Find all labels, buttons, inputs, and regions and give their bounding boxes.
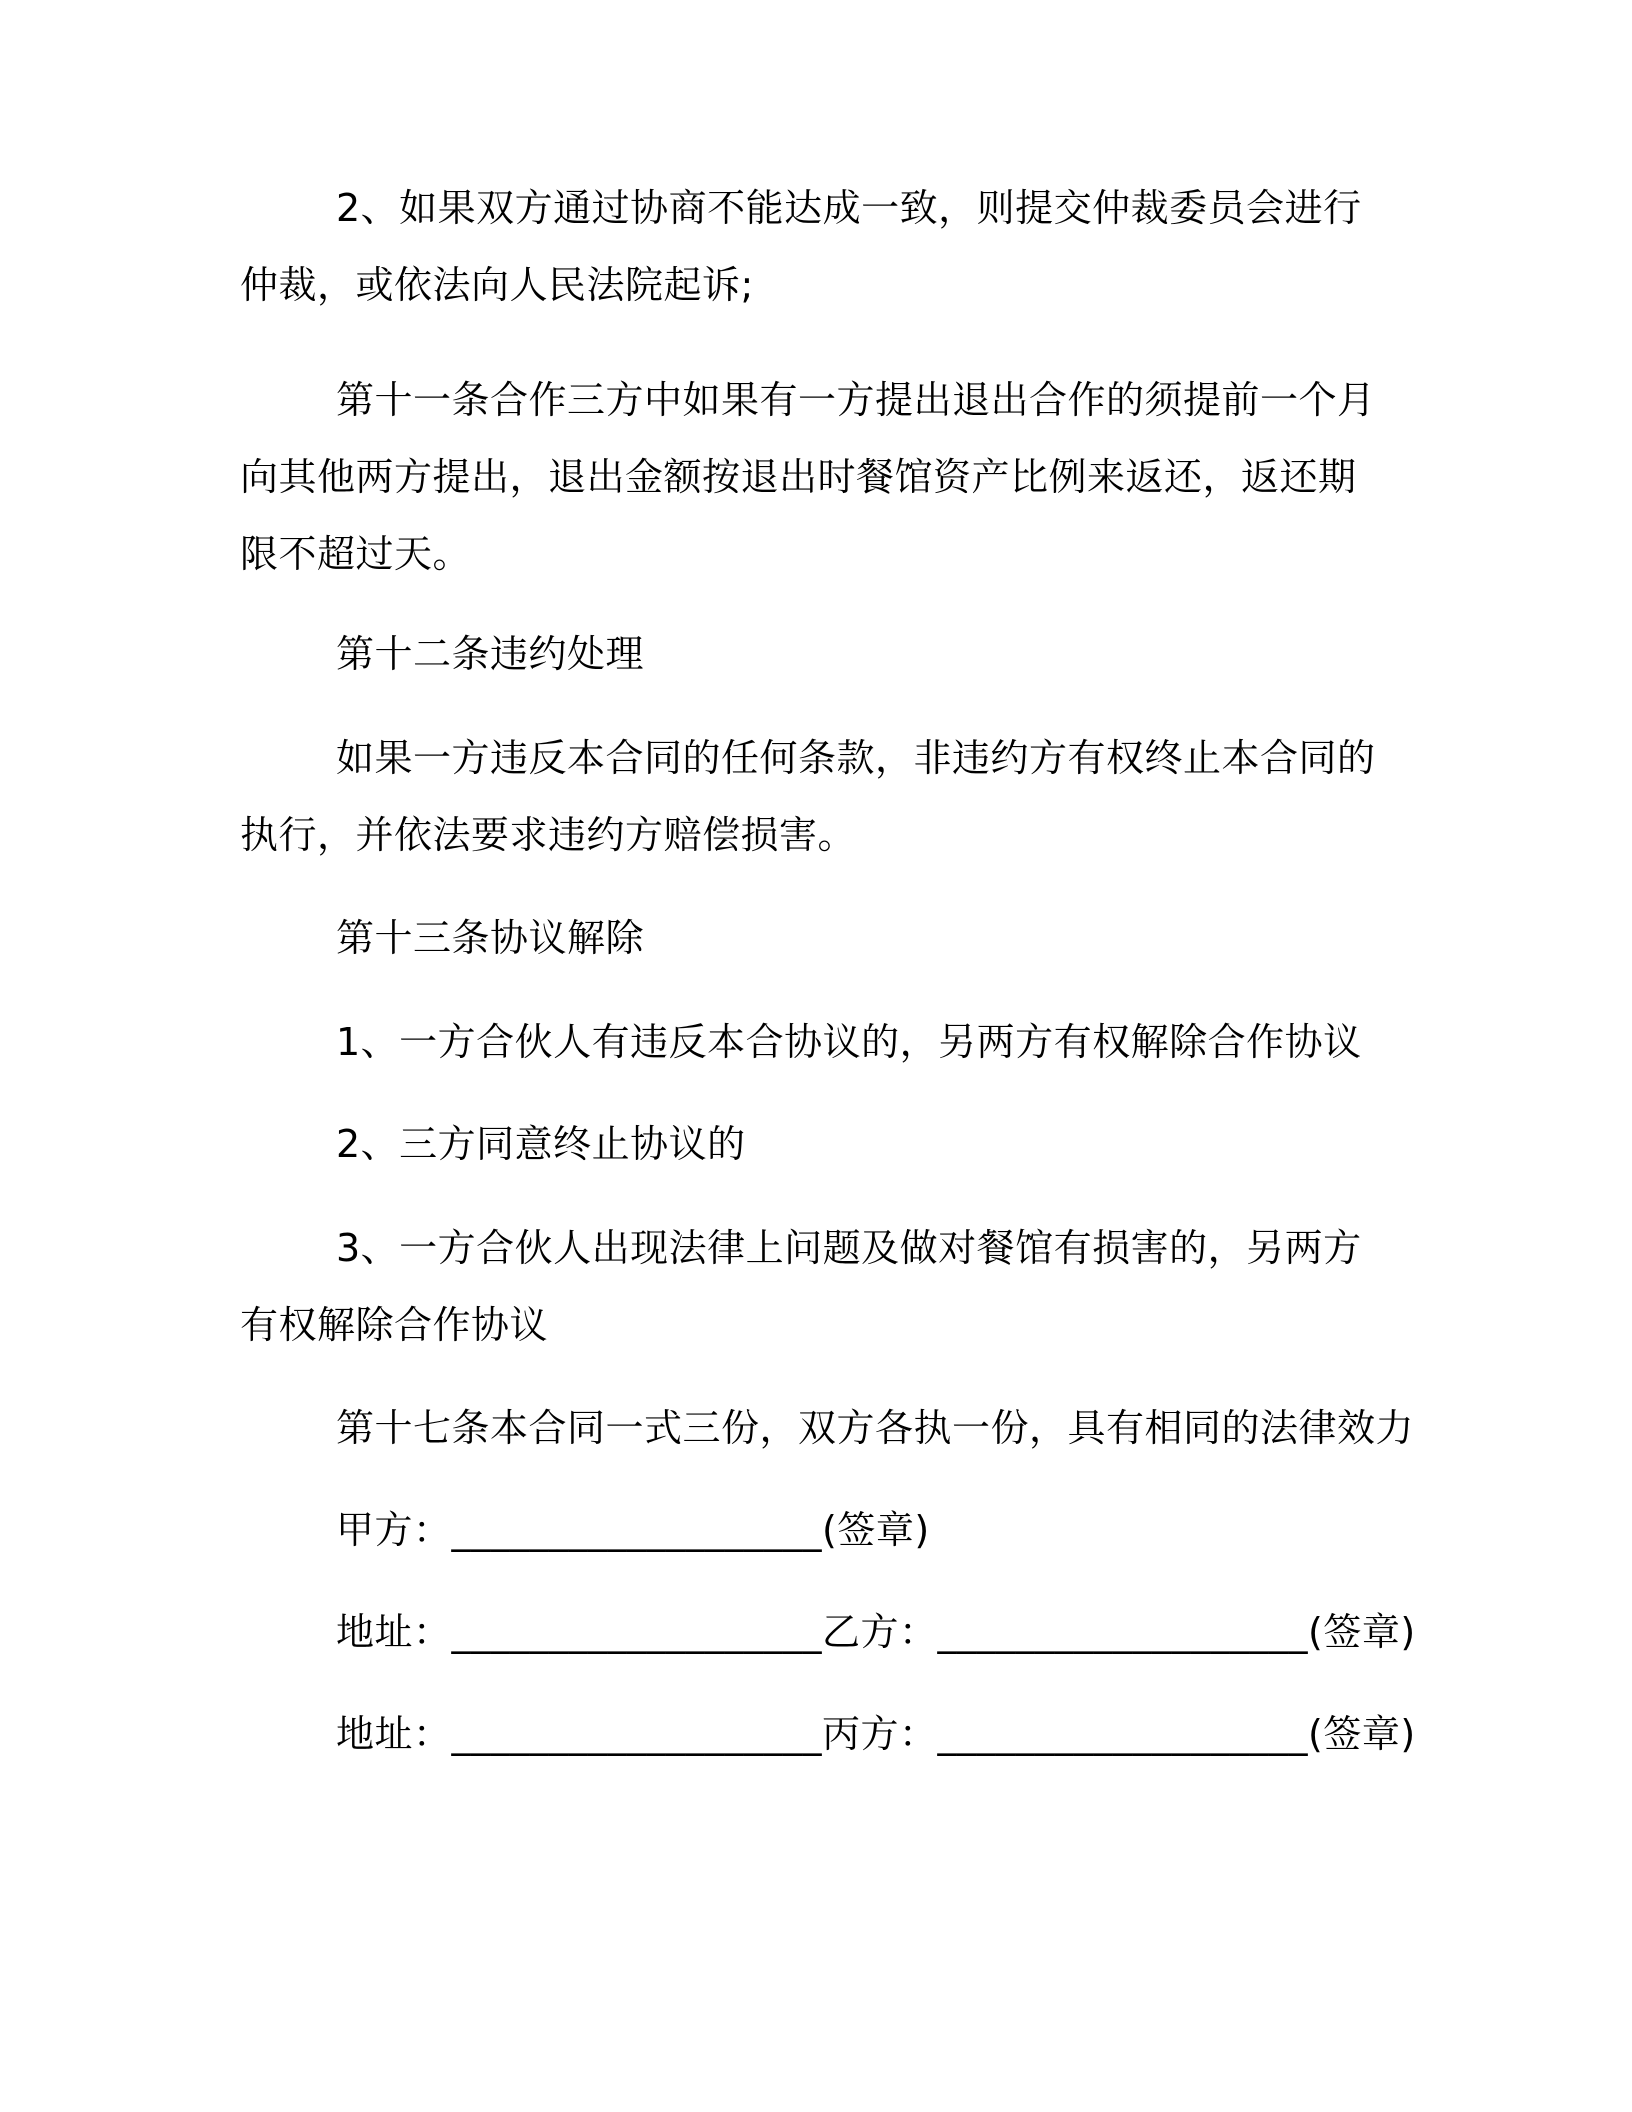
list-item-termination-3: 3、一方合伙人出现法律上问题及做对餐馆有损害的，另两方有权解除合作协议 xyxy=(240,1226,1362,1347)
signature-line-party-c: 地址：___________________丙方：___________________(签章) xyxy=(336,1712,1416,1756)
list-item-termination-1: 1、一方合伙人有违反本合协议的，另两方有权解除合作协议 xyxy=(336,1020,1362,1064)
heading-article-13: 第十三条协议解除 xyxy=(336,916,645,960)
heading-article-12: 第十二条违约处理 xyxy=(336,632,645,676)
list-item-termination-2: 2、三方同意终止协议的 xyxy=(336,1122,746,1166)
signature-line-party-a: 甲方：___________________(签章) xyxy=(336,1508,930,1552)
paragraph-dispute-arbitration: 2、如果双方通过协商不能达成一致，则提交仲裁委员会进行仲裁，或依法向人民法院起诉; xyxy=(240,186,1362,307)
paragraph-breach-handling: 如果一方违反本合同的任何条款，非违约方有权终止本合同的执行，并依法要求违约方赔偿损害。 xyxy=(240,736,1376,857)
paragraph-article-17-copies: 第十七条本合同一式三份，双方各执一份，具有相同的法律效力 xyxy=(336,1406,1415,1450)
signature-line-party-b: 地址：___________________乙方：___________________(签章) xyxy=(336,1610,1416,1654)
paragraph-article-11-withdrawal: 第十一条合作三方中如果有一方提出退出合作的须提前一个月向其他两方提出，退出金额按退出时餐馆资产比例来返还，返还期限不超过天。 xyxy=(240,378,1376,576)
